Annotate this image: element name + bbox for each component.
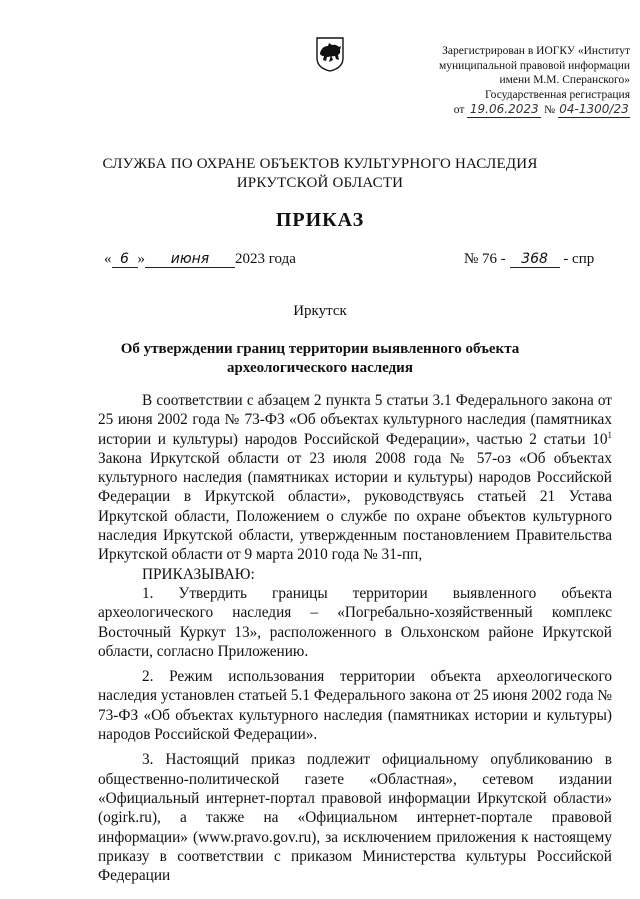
document-date [104, 251, 296, 268]
irkutsk-coat-of-arms-icon [315, 36, 345, 72]
document-subject [120, 340, 520, 378]
order-word: ПРИКАЗЫВАЮ: [142, 565, 255, 583]
registration-number-label: № [544, 104, 556, 116]
preamble-paragraph [98, 391, 612, 565]
number-value: 368 [510, 251, 560, 268]
date-year: 2023 года [235, 251, 296, 267]
date-month: июня [145, 251, 235, 268]
registration-line: Зарегистрирован в ИОГКУ «Институт [442, 45, 630, 57]
registration-stamp [390, 44, 630, 118]
registration-line: имени М.М. Сперанского» [499, 74, 630, 86]
registration-line: муниципальной правовой информации [438, 59, 630, 72]
date-close-quote: » [137, 251, 145, 267]
number-prefix: № 76 - [464, 251, 506, 267]
registration-number: 04-1300/23 [559, 102, 629, 116]
registration-date: 19.06.2023 [467, 102, 541, 118]
preamble-text-cont: Закона Иркутской области от 23 июля 2008 года № 57-оз «Об объектах культурного наследия (памятниках истории и культуры) народов Российской Федерации в Иркутской области», руководствуясь статьей 21 Устава Иркутской области, Положением о службе по охране объектов культурного наследия Иркутской области, утвержденным постановлением Правительства Иркутской области от 9 марта 2010 года № 31-пп, [98, 449, 612, 564]
document-body [98, 391, 612, 885]
subject-line: археологического наследия [227, 360, 413, 376]
agency-line: СЛУЖБА ПО ОХРАНЕ ОБЪЕКТОВ КУЛЬТУРНОГО НАСЛЕДИЯ [102, 156, 538, 172]
document-number [464, 251, 594, 268]
registration-line: Государственная регистрация [485, 88, 630, 101]
document-title: ПРИКАЗ [275, 209, 365, 231]
number-suffix: - спр [563, 251, 595, 267]
subject-line: Об утверждении границ территории выявленного объекта [120, 341, 520, 357]
order-item-2: 2. Режим использования территории объекта археологического наследия установлен статьей 5.1 Федерального закона от 25 июня 2002 года № 73-ФЗ «Об объектах культурного наследия (памятниках истории и культуры) народов Российской Федерации». [98, 668, 612, 744]
order-item-3: 3. Настоящий приказ подлежит официальному опубликованию в общественно-политической газете «Областная», сетевом издании «Официальный интернет-портал правовой информации Иркутской области» (ogirk.ru), а также на «Официальном интернет-портале правовой информации» (www.pravo.gov.ru), за исключением приложения к настоящему приказу в соответствии с приказом Министерства культуры Российской Федерации [98, 751, 612, 885]
city: Иркутск [293, 303, 347, 319]
date-open-quote: « [104, 251, 112, 267]
agency-name [0, 155, 640, 193]
order-item-1: 1. Утвердить границы территории выявленного объекта археологического наследия – «Погребально-хозяйственный комплекс Восточный Куркут 13», расположенного в Ольхонском районе Иркутской области, согласно Приложению. [98, 584, 612, 660]
agency-line: ИРКУТСКОЙ ОБЛАСТИ [236, 175, 404, 191]
date-day: 6 [112, 251, 138, 268]
superscript: 1 [607, 429, 612, 440]
registration-number-line [390, 102, 630, 118]
preamble-text: В соответствии с абзацем 2 пункта 5 статьи 3.1 Федерального закона от 25 июня 2002 года № 73-ФЗ «Об объектах культурного наследия (памятниках истории и культуры) народов Российской Федерации», частью 2 статьи 10 [98, 392, 612, 448]
registration-from-label: от [453, 104, 465, 116]
